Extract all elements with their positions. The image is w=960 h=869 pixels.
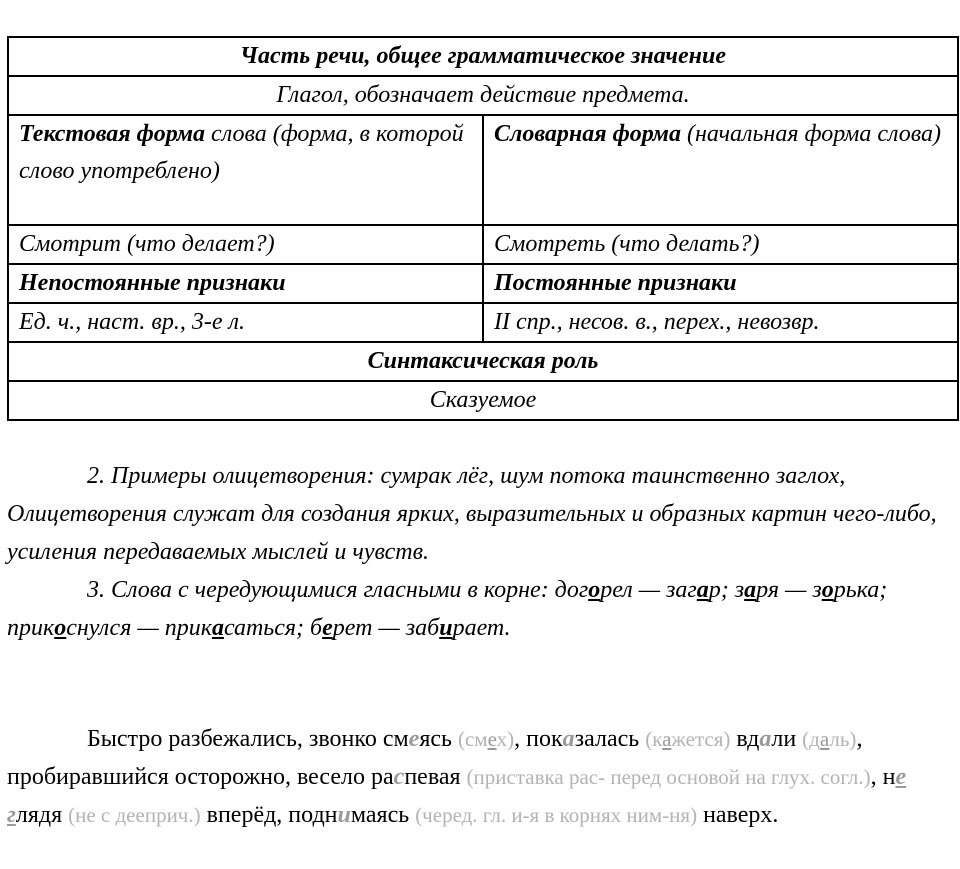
- paragraph-text: залась: [574, 726, 646, 752]
- pos-header: Часть речи, общее грамматическое значение: [240, 43, 726, 69]
- dict-form-header-cell: [483, 115, 958, 225]
- const-header-cell: [483, 264, 958, 303]
- pos-header-cell: [8, 37, 958, 76]
- paragraph-text: рет — заб: [332, 615, 440, 641]
- alternating-vowels-paragraph: [7, 571, 947, 647]
- highlighted-vowel: и: [337, 802, 351, 828]
- table-row: [8, 76, 958, 115]
- paragraph-text: лядя: [15, 802, 69, 828]
- paragraph-text: ясь: [419, 726, 458, 752]
- rule-note: (черед. гл. и-я в корнях ним-ня): [415, 803, 698, 827]
- dict-form-bold: Словарная форма: [494, 121, 681, 147]
- table-row: [8, 342, 958, 381]
- paragraph-text: ли: [771, 726, 803, 752]
- highlighted-vowel: о: [821, 577, 834, 603]
- paragraph-text: Быстро разбежались, звонко см: [87, 726, 409, 752]
- dictation-paragraph: [7, 720, 952, 834]
- paragraph-text: , пок: [514, 726, 563, 752]
- paragraph-text: р; з: [708, 577, 745, 603]
- paragraph-text: маясь: [350, 802, 416, 828]
- const-value-cell: [483, 303, 958, 342]
- paragraph-text: вд: [730, 726, 760, 752]
- paragraph-text: снулся — прик: [66, 615, 212, 641]
- paragraph-text: рает.: [452, 615, 511, 641]
- nonconst-header: Непостоянные признаки: [19, 270, 286, 296]
- highlighted-vowel: с: [393, 764, 405, 790]
- paragraph-text: саться; б: [223, 615, 323, 641]
- text-form-bold: Текстовая форма: [19, 121, 206, 147]
- syntax-header-cell: [8, 342, 958, 381]
- highlighted-vowel: и: [439, 615, 453, 641]
- highlighted-vowel: а: [211, 615, 224, 641]
- personification-text: 2. Примеры олицетворения: сумрак лёг, шум потока таинственно заглох, Олицетворения служат для создания ярких, выразительных и образных картин чего-либо, усиления передаваемых мыслей и чувств.: [7, 463, 937, 565]
- highlighted-vowel: е г: [7, 764, 907, 828]
- paragraph-text: вперёд, подн: [200, 802, 338, 828]
- nonconst-value: Ед. ч., наст. вр., 3-е л.: [19, 309, 245, 335]
- nonconst-value-cell: [8, 303, 483, 342]
- nonconst-header-cell: [8, 264, 483, 303]
- check-word-note: (кажется): [645, 727, 731, 751]
- highlighted-vowel: е: [408, 726, 420, 752]
- highlighted-vowel: а: [744, 577, 757, 603]
- text-form-value: Смотрит (что делает?): [19, 231, 275, 257]
- rule-note: (не с дееприч.): [68, 803, 201, 827]
- dict-form-value: Смотреть (что делать?): [494, 231, 760, 257]
- paragraph-text: рька; прик: [7, 577, 888, 641]
- paragraph-text: 3. Слова с чередующимися гласными в корне: дог: [87, 577, 589, 603]
- table-row: [8, 115, 958, 225]
- rule-note: (приставка рас- перед основой на глух. согл.): [466, 765, 871, 789]
- table-row: [8, 381, 958, 420]
- const-header: Постоянные признаки: [494, 270, 737, 296]
- syntax-value: Сказуемое: [429, 387, 537, 413]
- syntax-value-cell: [8, 381, 958, 420]
- paragraph-text: певая: [404, 764, 467, 790]
- pos-value: Глагол, обозначает действие предмета.: [276, 82, 690, 108]
- text-form-value-cell: [8, 225, 483, 264]
- text-form-rest: слова (форма, в которой слово употреблено): [19, 121, 464, 184]
- paragraph-text: ря — з: [756, 577, 822, 603]
- table-row: [8, 264, 958, 303]
- text-form-header-cell: [8, 115, 483, 225]
- highlighted-vowel: о: [54, 615, 67, 641]
- const-value: II спр., несов. в., перех., невозвр.: [494, 309, 820, 335]
- highlighted-vowel: а: [759, 726, 772, 752]
- paragraph-text: , пробиравшийся осторожно, весело ра: [7, 726, 863, 790]
- check-word-note: (даль): [802, 727, 857, 751]
- paragraph-text: рел — заг: [600, 577, 697, 603]
- personification-paragraph: [7, 457, 947, 571]
- pos-value-cell: [8, 76, 958, 115]
- highlighted-vowel: а: [562, 726, 575, 752]
- table-row: [8, 303, 958, 342]
- highlighted-vowel: е: [322, 615, 333, 641]
- paragraph-text: , н: [870, 764, 896, 790]
- highlighted-vowel: а: [696, 577, 709, 603]
- table-row: [8, 225, 958, 264]
- syntax-header: Синтаксическая роль: [367, 348, 599, 374]
- dict-form-rest: (начальная форма слова): [681, 121, 941, 147]
- table-row: [8, 37, 958, 76]
- grammar-analysis-table: [7, 36, 959, 421]
- highlighted-vowel: о: [588, 577, 601, 603]
- check-word-note: (смех): [457, 727, 515, 751]
- dict-form-value-cell: [483, 225, 958, 264]
- paragraph-text: наверх.: [697, 802, 779, 828]
